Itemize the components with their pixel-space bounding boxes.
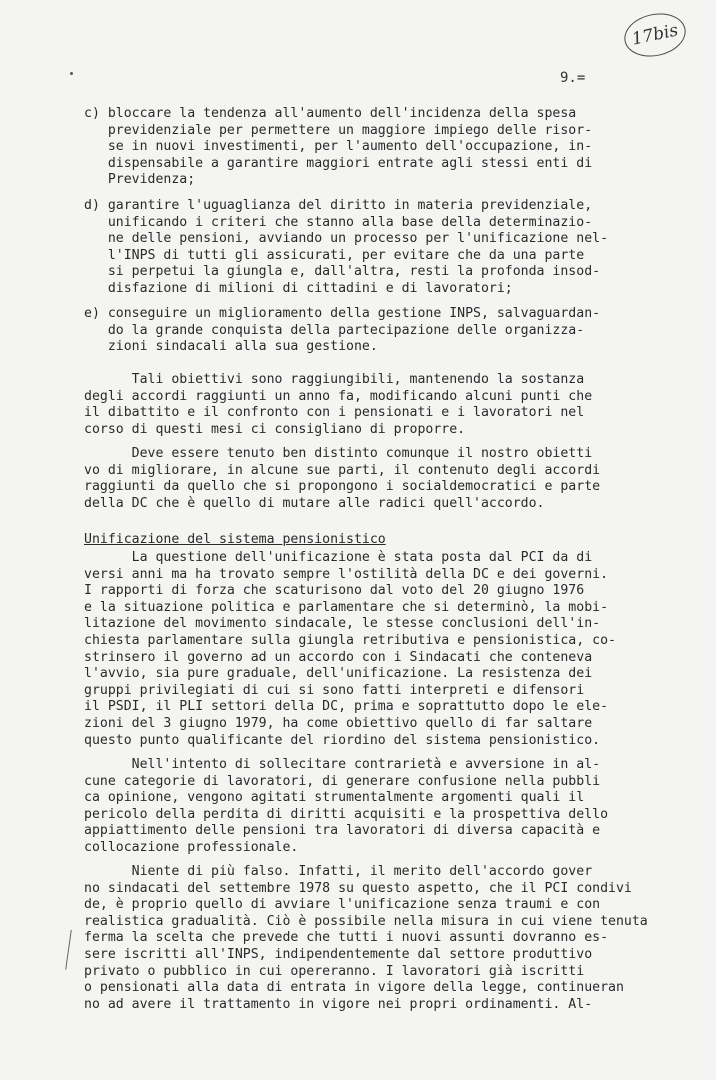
text-line: de, è proprio quello di avviare l'unificazione senza traumi e con [84, 897, 601, 913]
text-line: zioni del 3 giugno 1979, ha come obiettivo quello di far saltare [84, 715, 593, 731]
text-line: Tali obiettivi sono raggiungibili, mantenendo la sostanza [84, 372, 585, 387]
text-line: strinsero il governo ad un accordo con i Sindacati che conteneva [84, 649, 593, 665]
text-line: Deve essere tenuto ben distinto comunque il nostro obietti [84, 446, 593, 461]
text-line: corso di questi mesi ci consigliano di proporre. [84, 421, 466, 437]
text-line: il dibattito e il confronto con i pensionati e i lavoratori nel [84, 405, 585, 421]
text-line: gruppi privilegiati di cui si sono fatti interpreti e difensori [84, 682, 585, 698]
text-line: Nell'intento di sollecitare contrarietà e avversione in al- [84, 757, 601, 772]
text-line: si perpetui la giungla e, dall'altra, resti la profonda insod- [84, 264, 601, 280]
text-line: l'INPS di tutti gli assicurati, per evitare che da una parte [84, 247, 585, 263]
text-block [84, 446, 644, 512]
text-line: ca opinione, vengono agitati strumentalmente argomenti quali il [84, 790, 585, 806]
margin-mark [65, 930, 75, 970]
text-line: vo di migliorare, in alcune sue parti, il contenuto degli accordi [84, 462, 601, 478]
text-line: ferma la scelta che prevede che tutti i nuovi assunti dovranno es- [84, 930, 609, 946]
archive-stamp: 17bis [620, 8, 689, 62]
section-heading: Unificazione del sistema pensionistico [84, 532, 386, 547]
text-line: do la grande conquista della partecipazione delle organizza- [84, 322, 585, 338]
text-line: ne delle pensioni, avviando un processo per l'unificazione nel- [84, 231, 609, 247]
text-line: unificando i criteri che stanno alla base della determinazio- [84, 214, 593, 230]
text-line: e la situazione politica e parlamentare che si determinò, la mobi- [84, 599, 609, 615]
text-line: I rapporti di forza che scaturisono dal voto del 20 giugno 1976 [84, 583, 585, 599]
text-block [84, 550, 644, 749]
text-line: il PSDI, il PLI settori della DC, prima e soprattutto dopo le ele- [84, 699, 609, 715]
text-line: della DC che è quello di mutare alle radici quell'accordo. [84, 495, 545, 511]
text-line: appiattimento delle pensioni tra lavoratori di diversa capacità e [84, 823, 601, 839]
text-line: degli accordi raggiunti un anno fa, modificando alcuni punti che [84, 388, 593, 404]
text-line: chiesta parlamentare sulla giungla retributiva e pensionistica, co- [84, 632, 616, 648]
text-line: Previdenza; [84, 172, 196, 188]
text-line: no sindacati del settembre 1978 su questo aspetto, che il PCI condivi [84, 880, 632, 896]
text-line: cune categorie di lavoratori, di generare confusione nella pubbli [84, 773, 601, 789]
text-block [84, 306, 644, 356]
page-number: 9.= [560, 70, 586, 86]
text-line: e) conseguire un miglioramento della gestione INPS, salvaguardan- [84, 306, 601, 321]
text-line: privato o pubblico in cui opereranno. I lavoratori già iscritti [84, 963, 585, 979]
text-line: collocazione professionale. [84, 839, 299, 855]
text-line: se in nuovi investimenti, per l'aumento dell'occupazione, in- [84, 139, 593, 155]
text-line: sere iscritti all'INPS, indipendentemente dal settore produttivo [84, 946, 593, 962]
text-line: zioni sindacali alla sua gestione. [84, 339, 378, 355]
text-line: pericolo della perdita di diritti acquisiti e la prospettiva dello [84, 806, 609, 822]
text-line: realistica gradualità. Ciò è possibile nella misura in cui viene tenuta [84, 913, 648, 929]
text-line: d) garantire l'uguaglianza del diritto in materia previdenziale, [84, 198, 593, 213]
text-line: o pensionati alla data di entrata in vigore della legge, continueran [84, 980, 624, 996]
text-block [84, 198, 644, 298]
text-line: l'avvio, sia pure graduale, dell'unificazione. La resistenza dei [84, 666, 593, 682]
text-line: questo punto qualificante del riordino del sistema pensionistico. [84, 732, 601, 748]
text-block [84, 372, 644, 438]
text-block [84, 106, 644, 189]
page-speck [70, 72, 73, 75]
text-line: La questione dell'unificazione è stata posta dal PCI da di [84, 550, 593, 565]
text-line: disfazione di milioni di cittadini e di lavoratori; [84, 280, 513, 296]
text-line: raggiunti da quello che si propongono i socialdemocratici e parte [84, 479, 601, 495]
text-line: dispensabile a garantire maggiori entrate agli stessi enti di [84, 155, 593, 171]
text-block [84, 757, 644, 857]
text-block [84, 864, 648, 1013]
text-line: previdenziale per permettere un maggiore impiego delle risor- [84, 122, 593, 138]
text-line: Niente di più falso. Infatti, il merito dell'accordo gover [84, 864, 593, 879]
text-line: versi anni ma ha trovato sempre l'ostilità della DC e dei governi. [84, 566, 609, 582]
text-line: litazione del movimento sindacale, le stesse conclusioni dell'in- [84, 616, 601, 632]
text-line: c) bloccare la tendenza all'aumento dell'incidenza della spesa [84, 106, 577, 121]
text-line: no ad avere il trattamento in vigore nei propri ordinamenti. Al- [84, 996, 593, 1012]
